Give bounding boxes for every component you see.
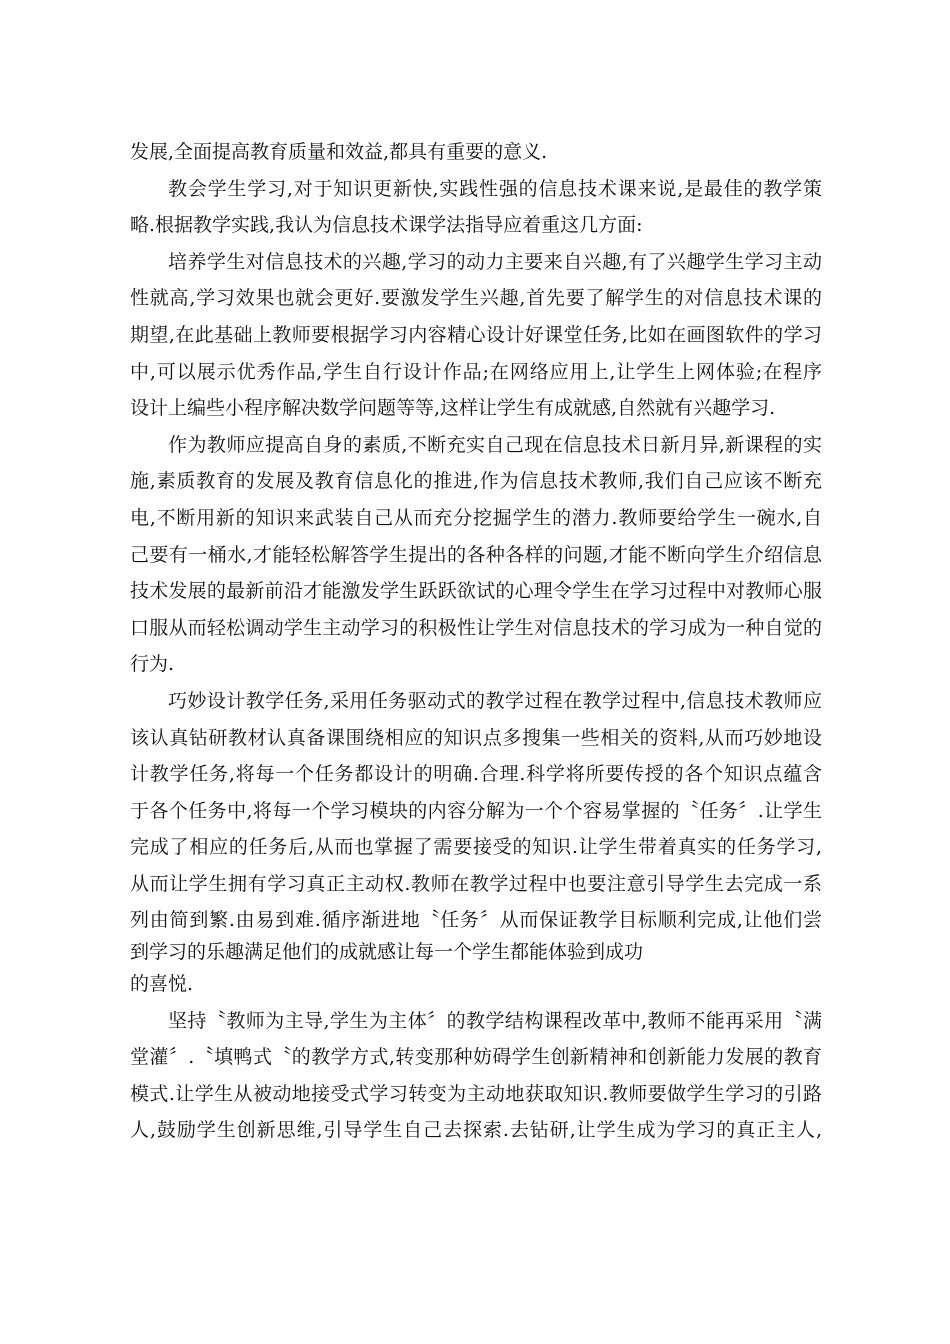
text-line: 人,鼓励学生创新思维,引导学生自己去探索.去钻研,让学生成为学习的真正主人, — [130, 1119, 822, 1142]
text-line: 施,素质教育的发展及教育信息化的推进,作为信息技术教师,我们自己应该不断充 — [130, 470, 822, 493]
text-line: 性就高,学习效果也就会更好.要激发学生兴趣,首先要了解学生的对信息技术课的 — [130, 287, 822, 310]
text-line: 完成了相应的任务后,从而也掌握了需要接受的知识.让学生带着真实的任务学习, — [130, 836, 822, 859]
text-line: 堂灌〞.〝填鸭式〝的教学方式,转变那种妨碍学生创新精神和创新能力发展的教育 — [130, 1046, 822, 1069]
text-line: 行为. — [130, 653, 175, 676]
text-line: 到学习的乐趣满足他们的成就感让每一个学生都能体验到成功 — [130, 941, 644, 964]
text-line: 发展,全面提高教育质量和效益,都具有重要的意义. — [130, 141, 548, 163]
text-line: 期望,在此基础上教师要根据学习内容精心设计好课堂任务,比如在画图软件的学习 — [130, 323, 822, 346]
text-line: 略.根据教学实践,我认为信息技术课学法指导应着重这几方面: — [130, 214, 643, 237]
paragraph-first-line: 坚持〝教师为主导,学生为主体〞的教学结构课程改革中,教师不能再采用〝满 — [168, 1009, 822, 1032]
text-line: 中,可以展示优秀作品,学生自行设计作品;在网络应用上,让学生上网体验;在程序 — [130, 360, 822, 383]
paragraph-first-line: 教会学生学习,对于知识更新快,实践性强的信息技术课来说,是最佳的教学策 — [168, 177, 822, 200]
text-line: 口服从而轻松调动学生主动学习的积极性让学生对信息技术的学习成为一种自觉的 — [130, 616, 822, 639]
text-line: 技术发展的最新前沿才能激发学生跃跃欲试的心理令学生在学习过程中对教师心服 — [130, 580, 822, 603]
text-line: 设计上编些小程序解决数学问题等等,这样让学生有成就感,自然就有兴趣学习. — [130, 397, 776, 420]
text-line: 于各个任务中,将每一个学习模块的内容分解为一个个容易掌握的〝任务〞.让学生 — [130, 799, 822, 822]
text-line: 该认真钻研教材认真备课围绕相应的知识点多搜集一些相关的资料,从而巧妙地设 — [130, 726, 822, 749]
text-line: 列由简到繁.由易到难.循序渐进地〝任务〞从而保证教学目标顺利完成,让他们尝 — [130, 909, 822, 932]
text-line: 从而让学生拥有学习真正主动权.教师在教学过程中也要注意引导学生去完成一系 — [130, 872, 822, 895]
document-body — [130, 134, 822, 1149]
text-line: 计教学任务,将每一个任务都设计的明确.合理.科学将所要传授的各个知识点蕴含 — [130, 763, 822, 786]
text-line: 己要有一桶水,才能轻松解答学生提出的各种各样的问题,才能不断向学生介绍信息 — [130, 543, 822, 566]
paragraph-first-line: 作为教师应提高自身的素质,不断充实自己现在信息技术日新月异,新课程的实 — [168, 433, 822, 456]
text-line: 电,不断用新的知识来武装自己从而充分挖掘学生的潜力.教师要给学生一碗水,自 — [130, 506, 822, 529]
paragraph-first-line: 培养学生对信息技术的兴趣,学习的动力主要来自兴趣,有了兴趣学生学习主动 — [168, 250, 822, 273]
text-line: 模式.让学生从被动地接受式学习转变为主动地获取知识.教师要做学生学习的引路 — [130, 1082, 822, 1105]
paragraph-first-line: 巧妙设计教学任务,采用任务驱动式的教学过程在教学过程中,信息技术教师应 — [168, 689, 822, 712]
text-line: 的喜悦. — [130, 973, 194, 996]
